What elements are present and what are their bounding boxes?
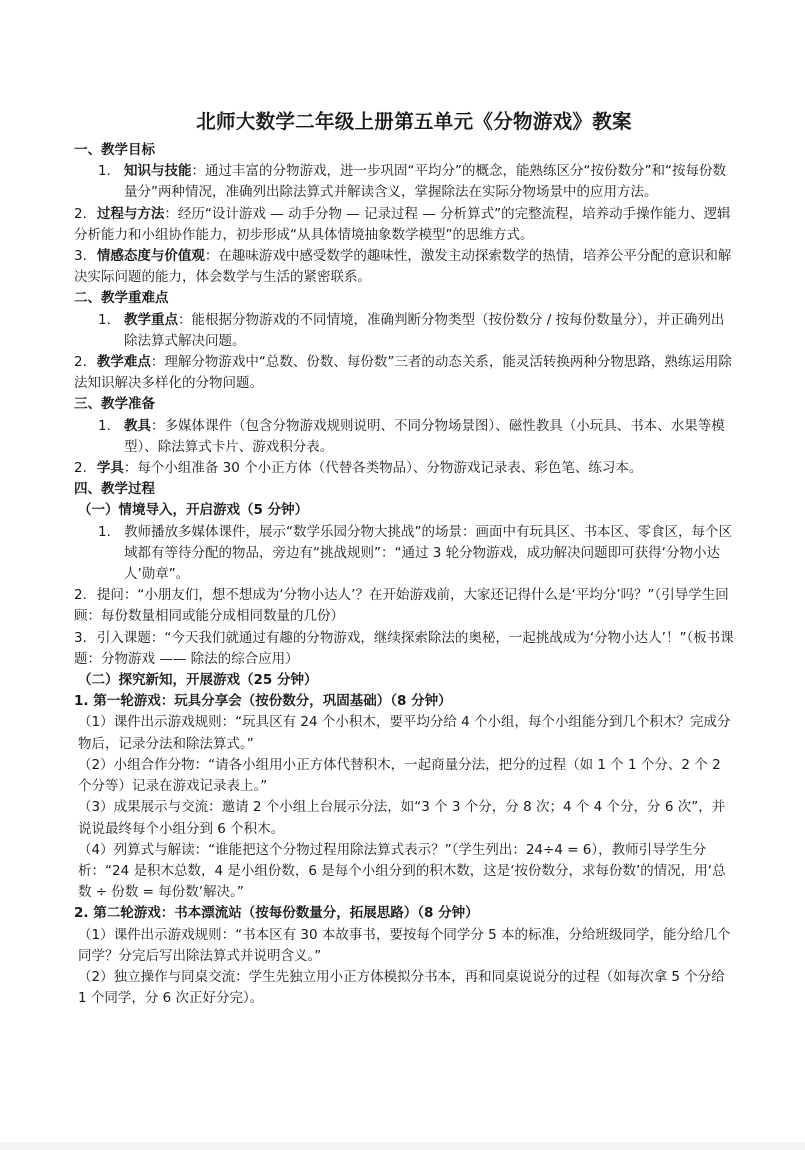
list-number: 1. bbox=[98, 311, 111, 328]
round-heading-2: 2. 第二轮游戏：书本漂流站（按每份数量分，拓展思路）（8 分钟） bbox=[74, 905, 479, 922]
intro-item bbox=[74, 585, 734, 627]
intro-item bbox=[74, 628, 734, 670]
keypoint-item bbox=[74, 310, 734, 352]
goal-item bbox=[74, 204, 734, 246]
keypoint-label: 教学重点 bbox=[124, 311, 178, 328]
list-number: 2. bbox=[74, 587, 87, 604]
keypoint-text: ：理解分物游戏中“总数、份数、每份数”三者的动态关系，能灵活转换两种分物思路，熟练运用除法知识解决多样化的分物问题。 bbox=[74, 354, 732, 392]
list-number: 2. bbox=[74, 460, 87, 477]
goal-item bbox=[74, 161, 734, 203]
round-step: （1）课件出示游戏规则：“书本区有 30 本故事书，要按每个同学分 5 本的标准，分给班级同学，能分给几个同学？分完后写出除法算式并说明含义。” bbox=[78, 926, 731, 964]
list-number: 2. bbox=[74, 205, 87, 222]
goal-label: 情感态度与价值观 bbox=[96, 248, 205, 265]
list-number: 3. bbox=[74, 629, 87, 646]
keypoint-label: 教学难点 bbox=[96, 354, 151, 371]
subsection-heading-intro: （一）情境导入，开启游戏（5 分钟） bbox=[78, 502, 309, 519]
intro-text: 提问：“小朋友们，想不想成为‘分物小达人’？在开始游戏前，大家还记得什么是‘平均分’吗？”（引导学生回顾：每份数量相同或能分成相同数量的几份） bbox=[74, 587, 729, 625]
list-number: 1. bbox=[98, 163, 111, 180]
round-step: （2）小组合作分物：“请各小组用小正方体代替积木，一起商量分法，把分的过程（如 1 个 1 个分、2 个 2 个分等）记录在游戏记录表上。” bbox=[78, 756, 721, 795]
list-number: 2. bbox=[74, 354, 87, 371]
document-body bbox=[74, 108, 734, 1009]
goal-text: ：在趣味游戏中感受数学的趣味性，激发主动探索数学的热情，培养公平分配的意识和解决实际问题的能力，体会数学与生活的紧密联系。 bbox=[74, 248, 732, 286]
subsection-heading-explore: （二）探究新知，开展游戏（25 分钟） bbox=[78, 672, 318, 689]
list-number: 1. bbox=[98, 523, 111, 540]
round-step: （4）列算式与解读：“谁能把这个分物过程用除法算式表示？”（学生列出：24÷4 = 6），教师引导学生分析：“24 是积木总数，4 是小组份数，6 是每个小组分到的积木数，这是‘按份数分，求每份数’的情况，用‘总数 ÷ 份数 = 每份数’解决。” bbox=[78, 841, 726, 901]
round-step: （1）课件出示游戏规则：“玩具区有 24 个小积木，要平均分给 4 个小组，每个小组能分到几个积木？完成分物后，记录分法和除法算式。” bbox=[78, 714, 731, 752]
section-heading-goals: 一、教学目标 bbox=[74, 142, 155, 158]
goal-text: ：通过丰富的分物游戏，进一步巩固“平均分”的概念，能熟练区分“按份数分”和“按每份数量分”两种情况，准确列出除法算式并解读含义，掌握除法在实际分物场景中的应用方法。 bbox=[124, 163, 726, 201]
section-heading-keypoints: 二、教学重难点 bbox=[74, 290, 169, 307]
list-number: 3. bbox=[74, 248, 87, 265]
prep-item bbox=[74, 416, 734, 458]
section-heading-process: 四、教学过程 bbox=[74, 481, 155, 498]
round-step: （2）独立操作与同桌交流：学生先独立用小正方体模拟分书本，再和同桌说说分的过程（如每次拿 5 个分给 1 个同学，分 6 次正好分完）。 bbox=[78, 968, 725, 1007]
goal-label: 知识与技能 bbox=[124, 163, 192, 180]
prep-text: ：每个小组准备 30 个小正方体（代替各类物品）、分物游戏记录表、彩色笔、练习本。 bbox=[123, 460, 643, 477]
list-number: 1. bbox=[98, 417, 111, 434]
prep-item bbox=[74, 458, 734, 479]
goal-text: ：经历“设计游戏 — 动手分物 — 记录过程 — 分析算式”的完整流程，培养动手操作能力、逻辑分析能力和小组协作能力，初步形成“从具体情境抽象数学模型”的思维方式。 bbox=[74, 205, 731, 243]
round-heading-1: 1. 第一轮游戏：玩具分享会（按份数分，巩固基础）（8 分钟） bbox=[74, 693, 452, 710]
goal-label: 过程与方法 bbox=[96, 205, 165, 222]
prep-label: 学具 bbox=[96, 460, 124, 477]
keypoint-text: ：能根据分物游戏的不同情境，准确判断分物类型（按份数分 / 按每份数量分），并正确列出除法算式解决问题。 bbox=[124, 311, 725, 349]
keypoint-item bbox=[74, 352, 734, 394]
section-heading-prep: 三、教学准备 bbox=[74, 396, 155, 413]
round-step: （3）成果展示与交流：邀请 2 个小组上台展示分法，如“3 个 3 个分，分 8 次；4 个 4 个分，分 6 次”，并说说最终每个小组分到 6 个积木。 bbox=[78, 799, 726, 837]
prep-label: 教具 bbox=[124, 417, 151, 434]
prep-text: ：多媒体课件（包含分物游戏规则说明、不同分物场景图）、磁性教具（小玩具、书本、水果等模型）、除法算式卡片、游戏积分表。 bbox=[124, 417, 725, 455]
intro-text: 引入课题：“今天我们就通过有趣的分物游戏，继续探索除法的奥秘，一起挑战成为‘分物小达人’！”（板书课题：分物游戏 —— 除法的综合应用） bbox=[74, 629, 734, 667]
intro-text: 教师播放多媒体课件，展示“数学乐园分物大挑战”的场景：画面中有玩具区、书本区、零食区，每个区域都有等待分配的物品，旁边有“挑战规则”：“通过 3 轮分物游戏，成功解决问题即可获得‘分物小达人’勋章”。 bbox=[124, 523, 732, 583]
page-title: 北师大数学二年级上册第五单元《分物游戏》教案 bbox=[196, 110, 632, 133]
goal-item bbox=[74, 246, 734, 288]
intro-item bbox=[74, 522, 734, 586]
